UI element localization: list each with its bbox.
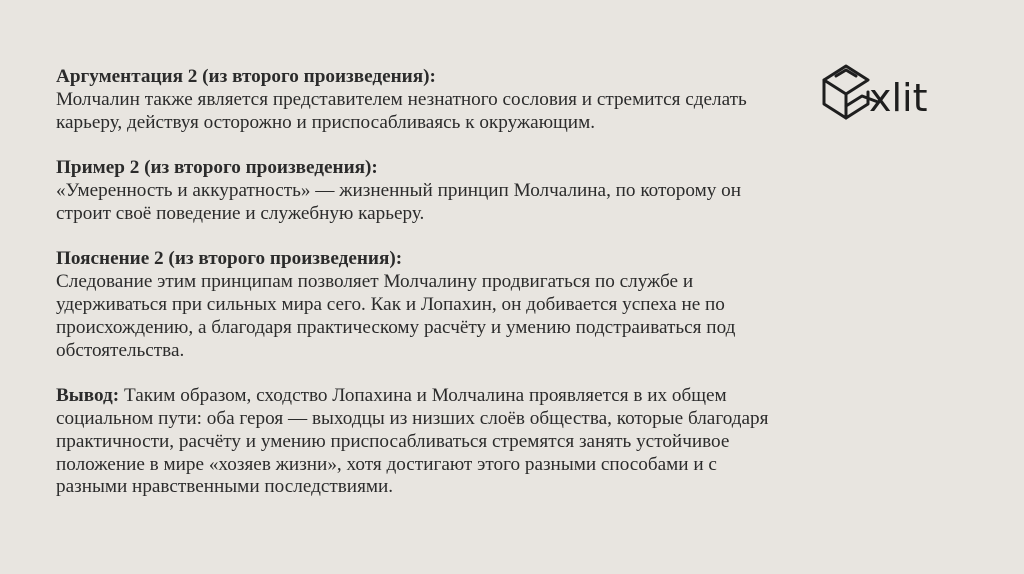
conclusion-block (56, 385, 786, 499)
exlit-logo (818, 62, 948, 132)
explanation-heading: Пояснение 2 (из второго произведения): (56, 248, 403, 270)
example-text: «Умеренность и аккуратность» — жизненный принцип Молчалина, по которому он строит своё поведение и служебную карьеру. (56, 179, 741, 224)
slide-content (56, 66, 786, 499)
argument-block (56, 66, 786, 134)
logo-text: xlit (869, 76, 928, 120)
explanation-text: Следование этим принципам позволяет Молчалину продвигаться по службе и удерживаться при сильных мира сего. Как и Лопахин, он добивается успеха не по происхождению, а благодаря практическому расчёту и умению подстраиваться под обстоятельства. (56, 271, 736, 361)
example-block (56, 157, 786, 225)
conclusion-label: Вывод: (56, 385, 120, 407)
conclusion-text: Таким образом, сходство Лопахина и Молчалина проявляется в их общем социальном пути: оба героя — выходцы из низших слоёв общества, которые благодаря практичности, расчёту и умению приспосабливаться стремятся занять устойчивое положение в мире «хозяев жизни», хотя достигают этого разными способами и с разными нравственными последствиями. (56, 385, 769, 498)
argument-heading: Аргументация 2 (из второго произведения): (56, 66, 436, 87)
explanation-block (56, 248, 786, 362)
example-heading: Пример 2 (из второго произведения): (56, 157, 378, 179)
argument-text: Молчалин также является представителем незнатного сословия и стремится сделать карьеру, действуя осторожно и приспосабливаясь к окружающим. (56, 88, 747, 133)
